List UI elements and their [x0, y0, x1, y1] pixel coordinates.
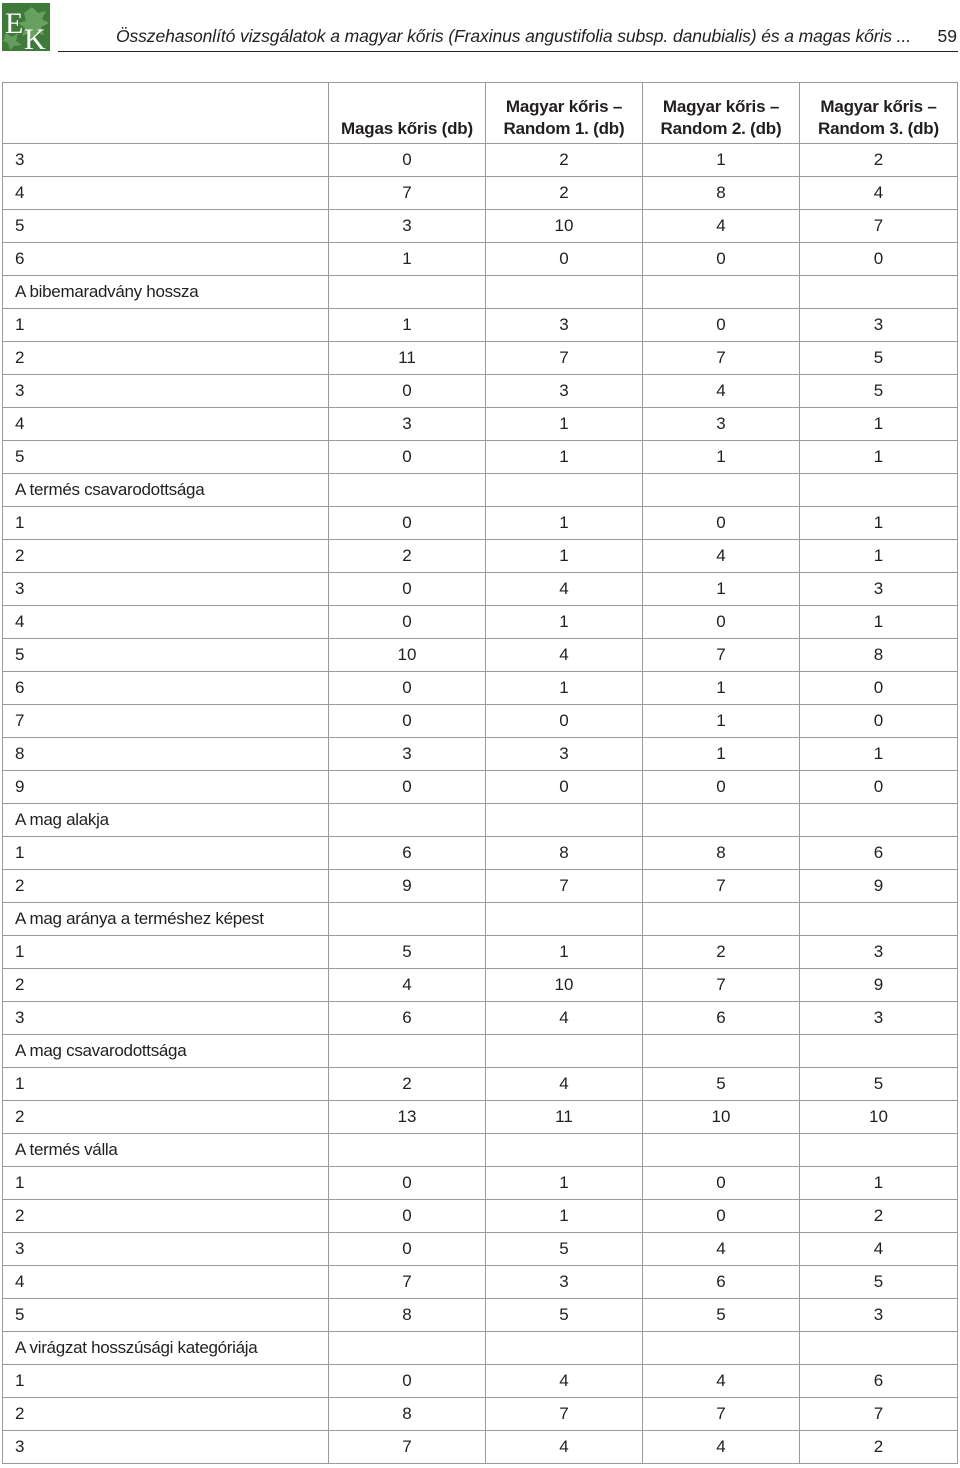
table-row [3, 1365, 958, 1398]
value-cell: 5 [800, 1068, 958, 1101]
value-cell [800, 474, 958, 507]
value-cell: 0 [643, 771, 800, 804]
row-label-cell: 1 [3, 309, 329, 342]
row-label-cell: 5 [3, 639, 329, 672]
value-cell: 7 [329, 1266, 486, 1299]
row-label-cell: 8 [3, 738, 329, 771]
table-section-row [3, 474, 958, 507]
table-row [3, 1002, 958, 1035]
table-row [3, 1233, 958, 1266]
table-row [3, 408, 958, 441]
table-header-row [3, 83, 958, 144]
table-row [3, 1101, 958, 1134]
value-cell: 0 [643, 507, 800, 540]
journal-logo [2, 3, 50, 51]
value-cell [643, 1035, 800, 1068]
value-cell: 7 [329, 1431, 486, 1464]
value-cell [329, 474, 486, 507]
row-label-cell: A termés válla [3, 1134, 329, 1167]
page-number: 59 [937, 26, 957, 46]
value-cell: 1 [643, 144, 800, 177]
value-cell: 0 [800, 243, 958, 276]
table-section-row [3, 276, 958, 309]
value-cell: 5 [329, 936, 486, 969]
column-header [643, 83, 800, 144]
table-row [3, 144, 958, 177]
value-cell: 5 [486, 1233, 643, 1266]
value-cell: 9 [800, 870, 958, 903]
row-label-cell: 3 [3, 1431, 329, 1464]
column-header [486, 83, 643, 144]
table-row [3, 342, 958, 375]
value-cell: 0 [643, 309, 800, 342]
row-label-cell: A mag aránya a terméshez képest [3, 903, 329, 936]
row-label-cell: 4 [3, 408, 329, 441]
value-cell: 1 [643, 672, 800, 705]
value-cell: 6 [800, 837, 958, 870]
value-cell: 8 [643, 177, 800, 210]
value-cell: 4 [486, 573, 643, 606]
row-label-cell: 1 [3, 1365, 329, 1398]
value-cell: 1 [800, 441, 958, 474]
table-row [3, 870, 958, 903]
row-label-cell: 5 [3, 210, 329, 243]
value-cell: 4 [643, 540, 800, 573]
column-header-line: Random 2. (db) [660, 119, 782, 138]
svg-text:K: K [24, 23, 46, 51]
value-cell [800, 1332, 958, 1365]
value-cell [329, 903, 486, 936]
value-cell: 2 [486, 144, 643, 177]
value-cell [329, 276, 486, 309]
value-cell: 3 [486, 1266, 643, 1299]
table-row [3, 969, 958, 1002]
value-cell: 2 [800, 1431, 958, 1464]
value-cell: 3 [800, 573, 958, 606]
row-label-cell: 1 [3, 1167, 329, 1200]
row-label-cell: 3 [3, 1233, 329, 1266]
value-cell [329, 1134, 486, 1167]
table-row [3, 441, 958, 474]
value-cell [800, 1035, 958, 1068]
value-cell [643, 1332, 800, 1365]
value-cell: 3 [800, 309, 958, 342]
table-section-row [3, 1134, 958, 1167]
value-cell: 2 [329, 1068, 486, 1101]
value-cell: 9 [329, 870, 486, 903]
value-cell: 1 [643, 705, 800, 738]
value-cell: 2 [643, 936, 800, 969]
value-cell: 0 [643, 1200, 800, 1233]
table-row [3, 375, 958, 408]
value-cell: 3 [329, 408, 486, 441]
svg-text:E: E [5, 7, 24, 40]
row-label-cell: 5 [3, 441, 329, 474]
value-cell: 1 [800, 507, 958, 540]
value-cell [643, 276, 800, 309]
value-cell: 0 [486, 705, 643, 738]
value-cell: 3 [643, 408, 800, 441]
row-label-cell: 3 [3, 375, 329, 408]
value-cell: 1 [486, 441, 643, 474]
value-cell: 8 [329, 1299, 486, 1332]
value-cell: 2 [800, 1200, 958, 1233]
value-cell: 10 [486, 210, 643, 243]
value-cell: 0 [643, 243, 800, 276]
value-cell: 5 [800, 342, 958, 375]
value-cell: 0 [329, 1365, 486, 1398]
table-row [3, 210, 958, 243]
value-cell: 10 [800, 1101, 958, 1134]
table-row [3, 771, 958, 804]
value-cell: 0 [486, 771, 643, 804]
value-cell: 2 [329, 540, 486, 573]
value-cell: 7 [486, 1398, 643, 1431]
value-cell: 0 [329, 606, 486, 639]
row-label-cell: 2 [3, 342, 329, 375]
value-cell [486, 903, 643, 936]
value-cell [800, 804, 958, 837]
row-label-cell: A mag csavarodottsága [3, 1035, 329, 1068]
value-cell: 6 [329, 837, 486, 870]
value-cell: 9 [800, 969, 958, 1002]
value-cell: 5 [486, 1299, 643, 1332]
value-cell: 4 [486, 1068, 643, 1101]
row-label-cell: 9 [3, 771, 329, 804]
row-label-cell: 5 [3, 1299, 329, 1332]
value-cell: 5 [643, 1299, 800, 1332]
value-cell: 7 [643, 1398, 800, 1431]
row-label-cell: A virágzat hosszúsági kategóriája [3, 1332, 329, 1365]
column-header-line: Magyar kőris – [662, 97, 780, 116]
column-header [3, 83, 329, 144]
data-table [2, 82, 958, 1464]
value-cell [329, 1035, 486, 1068]
value-cell: 5 [800, 375, 958, 408]
value-cell: 3 [800, 1002, 958, 1035]
value-cell: 1 [329, 309, 486, 342]
value-cell: 0 [329, 771, 486, 804]
table-row [3, 573, 958, 606]
value-cell: 6 [329, 1002, 486, 1035]
value-cell: 3 [800, 1299, 958, 1332]
column-header-line: Random 3. (db) [818, 119, 939, 138]
value-cell: 2 [486, 177, 643, 210]
value-cell: 0 [329, 1167, 486, 1200]
value-cell [643, 903, 800, 936]
value-cell: 3 [329, 738, 486, 771]
value-cell [486, 474, 643, 507]
table-row [3, 177, 958, 210]
value-cell: 1 [800, 540, 958, 573]
row-label-cell: 2 [3, 969, 329, 1002]
value-cell [329, 1332, 486, 1365]
table-row [3, 243, 958, 276]
value-cell: 1 [800, 1167, 958, 1200]
value-cell [486, 1134, 643, 1167]
value-cell: 0 [329, 1233, 486, 1266]
value-cell: 7 [800, 210, 958, 243]
value-cell: 6 [800, 1365, 958, 1398]
table-row [3, 1200, 958, 1233]
value-cell: 4 [800, 177, 958, 210]
value-cell: 4 [329, 969, 486, 1002]
value-cell: 4 [486, 1365, 643, 1398]
value-cell [643, 804, 800, 837]
row-label-cell: 4 [3, 1266, 329, 1299]
value-cell: 3 [486, 375, 643, 408]
row-label-cell: 2 [3, 1101, 329, 1134]
value-cell: 0 [800, 771, 958, 804]
row-label-cell: 2 [3, 870, 329, 903]
value-cell: 7 [329, 177, 486, 210]
value-cell: 1 [800, 606, 958, 639]
row-label-cell: 1 [3, 1068, 329, 1101]
value-cell: 7 [643, 870, 800, 903]
value-cell [486, 276, 643, 309]
value-cell: 1 [486, 507, 643, 540]
table-row [3, 639, 958, 672]
value-cell: 6 [643, 1002, 800, 1035]
header-rule [58, 51, 958, 52]
value-cell: 0 [329, 144, 486, 177]
table-section-row [3, 1035, 958, 1068]
row-label-cell: A bibemaradvány hossza [3, 276, 329, 309]
row-label-cell: 2 [3, 1200, 329, 1233]
column-header-line: Magyar kőris – [505, 97, 623, 116]
value-cell [486, 1332, 643, 1365]
value-cell: 7 [486, 870, 643, 903]
value-cell: 1 [486, 1167, 643, 1200]
value-cell: 1 [643, 573, 800, 606]
value-cell: 11 [329, 342, 486, 375]
table-row [3, 1167, 958, 1200]
table-row [3, 705, 958, 738]
value-cell: 0 [329, 375, 486, 408]
table-row [3, 837, 958, 870]
value-cell [800, 1134, 958, 1167]
value-cell [486, 1035, 643, 1068]
value-cell: 4 [643, 1431, 800, 1464]
row-label-cell: 3 [3, 573, 329, 606]
value-cell: 8 [643, 837, 800, 870]
row-label-cell: 1 [3, 936, 329, 969]
table-body [3, 144, 958, 1464]
value-cell: 4 [643, 375, 800, 408]
running-header-title: Összehasonlító vizsgálatok a magyar kőris (Fraxinus angustifolia subsp. danubialis) és a magas kőris ... [116, 26, 911, 46]
value-cell: 3 [329, 210, 486, 243]
row-label-cell: 3 [3, 1002, 329, 1035]
value-cell: 7 [643, 639, 800, 672]
value-cell [643, 474, 800, 507]
value-cell: 1 [643, 441, 800, 474]
row-label-cell: 4 [3, 177, 329, 210]
value-cell: 0 [486, 243, 643, 276]
value-cell: 2 [800, 144, 958, 177]
row-label-cell: 3 [3, 144, 329, 177]
value-cell: 10 [643, 1101, 800, 1134]
value-cell: 0 [800, 705, 958, 738]
value-cell: 7 [643, 342, 800, 375]
table-row [3, 738, 958, 771]
value-cell: 3 [486, 738, 643, 771]
value-cell: 8 [486, 837, 643, 870]
value-cell: 3 [486, 309, 643, 342]
value-cell: 0 [643, 606, 800, 639]
table-row [3, 507, 958, 540]
row-label-cell: 1 [3, 507, 329, 540]
row-label-cell: 6 [3, 243, 329, 276]
table-section-row [3, 903, 958, 936]
table-section-row [3, 1332, 958, 1365]
value-cell: 6 [643, 1266, 800, 1299]
table-section-row [3, 804, 958, 837]
value-cell: 4 [800, 1233, 958, 1266]
table-row [3, 1266, 958, 1299]
column-header [800, 83, 958, 144]
row-label-cell: 2 [3, 540, 329, 573]
value-cell: 11 [486, 1101, 643, 1134]
row-label-cell: 1 [3, 837, 329, 870]
table-row [3, 606, 958, 639]
table-row [3, 936, 958, 969]
value-cell: 0 [643, 1167, 800, 1200]
value-cell [800, 903, 958, 936]
table-row [3, 309, 958, 342]
value-cell: 10 [486, 969, 643, 1002]
value-cell: 4 [643, 210, 800, 243]
value-cell: 5 [643, 1068, 800, 1101]
value-cell: 1 [329, 243, 486, 276]
value-cell [800, 276, 958, 309]
value-cell: 10 [329, 639, 486, 672]
value-cell: 4 [486, 1002, 643, 1035]
value-cell: 0 [329, 507, 486, 540]
value-cell: 1 [486, 672, 643, 705]
value-cell: 1 [486, 606, 643, 639]
table-row [3, 540, 958, 573]
value-cell: 1 [486, 540, 643, 573]
value-cell: 7 [800, 1398, 958, 1431]
table-row [3, 1299, 958, 1332]
value-cell: 1 [486, 1200, 643, 1233]
table-row [3, 1431, 958, 1464]
leaf-logo-icon [2, 3, 50, 51]
column-header-line: Magas kőris (db) [341, 119, 473, 138]
table-row [3, 1068, 958, 1101]
value-cell [329, 804, 486, 837]
column-header [329, 83, 486, 144]
column-header-line: Magyar kőris – [820, 97, 937, 116]
value-cell: 4 [486, 1431, 643, 1464]
value-cell: 0 [329, 705, 486, 738]
value-cell: 1 [800, 738, 958, 771]
table-row [3, 672, 958, 705]
value-cell: 1 [643, 738, 800, 771]
value-cell: 0 [329, 441, 486, 474]
value-cell: 3 [800, 936, 958, 969]
row-label-cell: A mag alakja [3, 804, 329, 837]
value-cell: 4 [643, 1233, 800, 1266]
row-label-cell: 6 [3, 672, 329, 705]
value-cell: 7 [486, 342, 643, 375]
value-cell [486, 804, 643, 837]
table-row [3, 1398, 958, 1431]
value-cell: 1 [486, 936, 643, 969]
value-cell: 0 [329, 573, 486, 606]
value-cell: 13 [329, 1101, 486, 1134]
row-label-cell: 4 [3, 606, 329, 639]
row-label-cell: 7 [3, 705, 329, 738]
value-cell: 8 [800, 639, 958, 672]
value-cell: 7 [643, 969, 800, 1002]
value-cell: 0 [329, 1200, 486, 1233]
value-cell: 1 [486, 408, 643, 441]
value-cell: 5 [800, 1266, 958, 1299]
value-cell: 1 [800, 408, 958, 441]
row-label-cell: A termés csavarodottsága [3, 474, 329, 507]
value-cell [643, 1134, 800, 1167]
column-header-line: Random 1. (db) [503, 119, 625, 138]
value-cell: 4 [643, 1365, 800, 1398]
value-cell: 0 [329, 672, 486, 705]
value-cell: 8 [329, 1398, 486, 1431]
row-label-cell: 2 [3, 1398, 329, 1431]
value-cell: 4 [486, 639, 643, 672]
value-cell: 0 [800, 672, 958, 705]
